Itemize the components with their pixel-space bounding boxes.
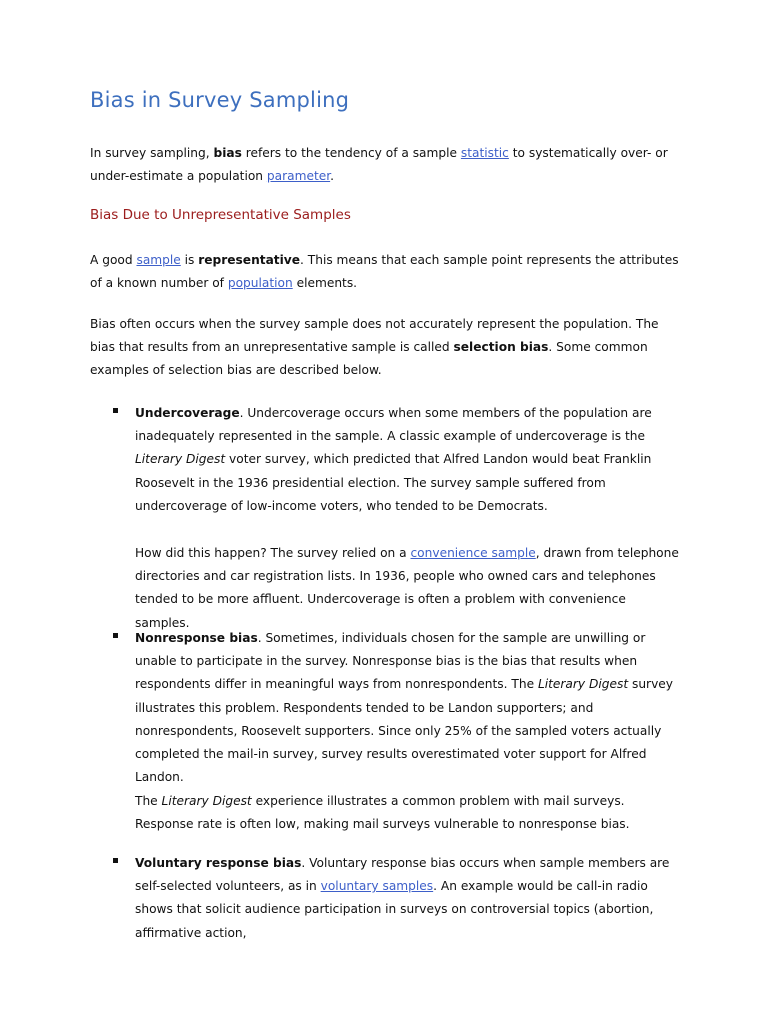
undercoverage-text: voter survey, which predicted that Alfred Landon would beat Franklin Roosevelt in the 1936 presidential election. The survey sample suffered from undercoverage of low-income voters, who tended to be Democrats. [135, 452, 652, 513]
voluntary-item [135, 852, 680, 945]
literary-digest-title: Literary Digest [161, 794, 252, 808]
intro-text: refers to the tendency of a sample [241, 146, 461, 160]
nonresponse-text: . Sometimes, individuals chosen for the sample are unwilling or unable to participate in the survey. Nonresponse bias is the bias that results when respondents differ in meaningful ways from nonrespondents. The [135, 631, 646, 692]
convenience-sample-link[interactable]: convenience sample [410, 546, 536, 560]
voluntary-text: . An example would be call-in radio shows that solicit audience participation in surveys on controversial topics (abortion, affirmative action, [135, 879, 654, 940]
good-sample-text: elements. [292, 276, 358, 291]
statistic-link[interactable]: statistic [460, 146, 509, 160]
undercoverage-item [135, 402, 680, 518]
population-link[interactable]: population [227, 276, 293, 291]
bullet-marker [113, 858, 118, 863]
literary-digest-title: Literary Digest [135, 452, 226, 467]
bias-term: bias [213, 146, 242, 160]
selection-text: . Some common examples of selection bias are described below. [90, 340, 648, 378]
undercoverage-term: Undercoverage [135, 406, 240, 420]
nonresponse-text: The [135, 794, 162, 808]
voluntary-term: Voluntary response bias [135, 856, 302, 870]
nonresponse-item [135, 627, 680, 789]
selection-bias-paragraph [90, 313, 680, 383]
intro-paragraph [90, 142, 680, 188]
voluntary-samples-link[interactable]: voluntary samples [320, 879, 434, 894]
parameter-link[interactable]: parameter [266, 169, 331, 184]
good-sample-paragraph [90, 249, 680, 295]
section-heading: Bias Due to Unrepresentative Samples [90, 207, 351, 223]
nonresponse-term: Nonresponse bias [135, 631, 258, 645]
literary-digest-title: Literary Digest [537, 677, 629, 692]
undercoverage-text: , drawn from telephone directories and car registration lists. In 1936, people who owned cars and telephones tended to be more affluent. Undercoverage is often a problem with convenience samples. [135, 546, 679, 630]
nonresponse-text: survey illustrates this problem. Respondents tended to be Landon supporters; and nonrespondents, Roosevelt supporters. Since only 25% of the sampled voters actually completed the mail-in survey, survey results overestimated voter support for Alfred Landon. [135, 677, 673, 785]
intro-text: In survey sampling, [90, 146, 214, 160]
selection-bias-term: selection bias [453, 340, 549, 355]
nonresponse-text: experience illustrates a common problem with mail surveys. Response rate is often low, making mail surveys vulnerable to nonresponse bias. [135, 794, 630, 832]
nonresponse-followup [135, 790, 680, 836]
sample-link[interactable]: sample [136, 253, 181, 267]
good-sample-text: . This means that each sample point represents the attributes of a known number of [90, 253, 679, 291]
selection-text: Bias often occurs when the survey sample does not accurately represent the population. The bias that results from an unrepresentative sample is called [90, 317, 659, 355]
intro-text: . [330, 169, 334, 184]
good-sample-text: is [180, 253, 199, 267]
bullet-marker [113, 633, 118, 638]
representative-term: representative [198, 253, 301, 267]
undercoverage-followup [135, 542, 680, 635]
bullet-marker [113, 408, 118, 413]
page-title: Bias in Survey Sampling [90, 88, 350, 112]
voluntary-text: . Voluntary response bias occurs when sample members are self-selected volunteers, as in [135, 856, 670, 894]
good-sample-text: A good [90, 253, 137, 267]
undercoverage-text: . Undercoverage occurs when some members of the population are inadequately represented in the sample. A classic example of undercoverage is the [135, 406, 652, 444]
intro-text: to systematically over- or under-estimate a population [90, 146, 668, 184]
undercoverage-text: How did this happen? The survey relied on a [135, 546, 411, 560]
